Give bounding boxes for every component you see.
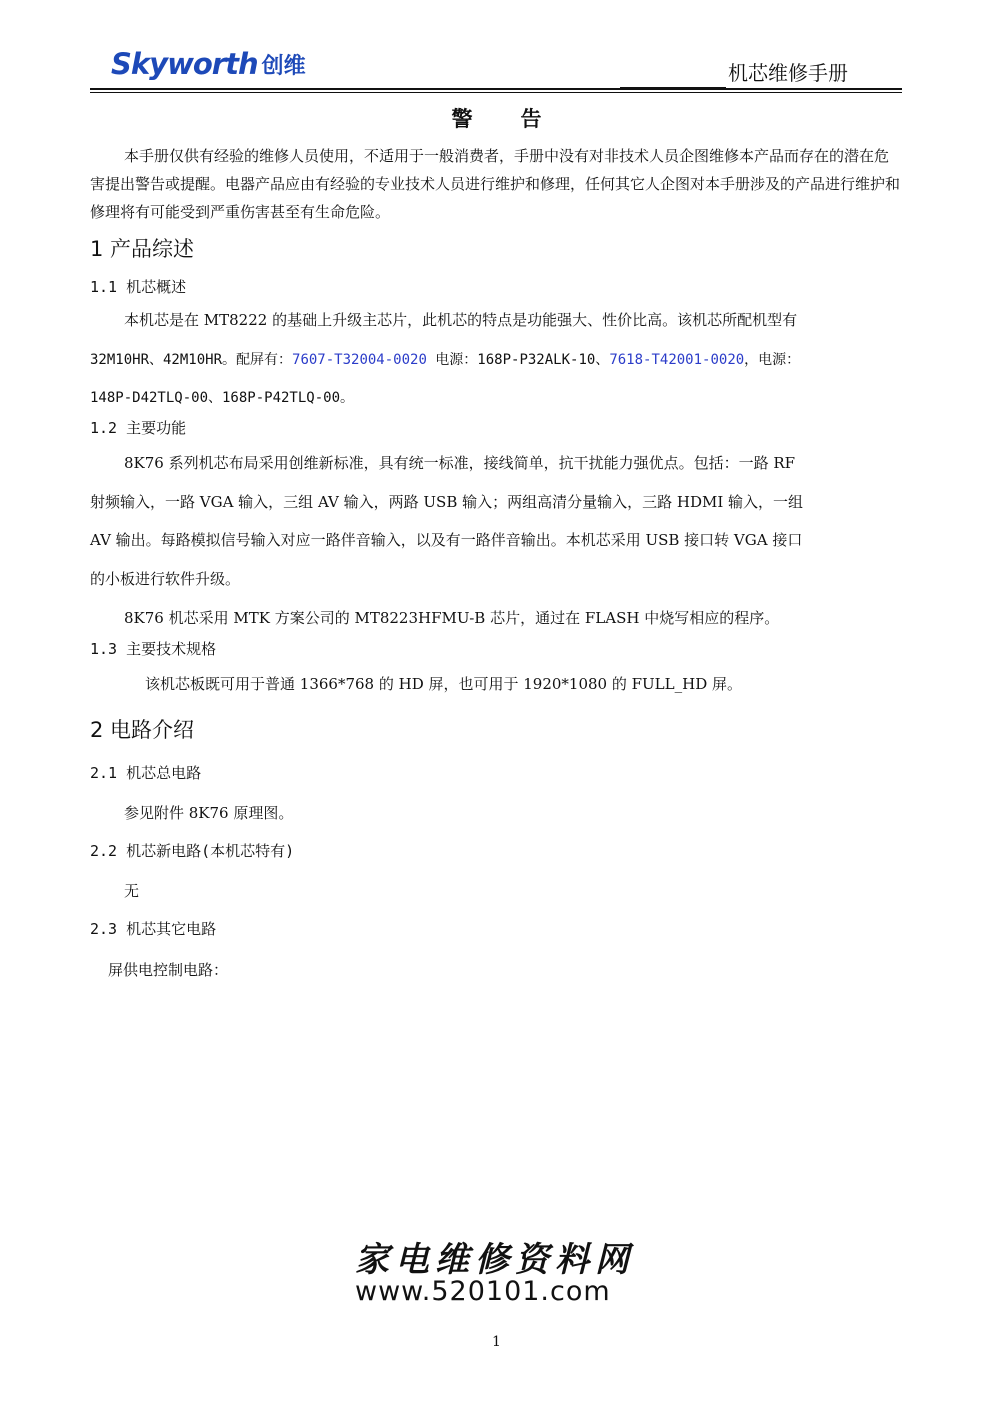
page-number: 1 bbox=[492, 1334, 501, 1350]
power-text-1: 电源：168P-P32ALK-10、 bbox=[426, 352, 610, 368]
section-1-1-heading: 1.1 机芯概述 bbox=[90, 278, 187, 296]
header-title: 机芯维修手册 bbox=[728, 61, 848, 85]
logo-wordmark: Skyworth bbox=[111, 47, 258, 81]
skyworth-logo bbox=[111, 44, 306, 84]
section-2-3-heading: 2.3 机芯其它电路 bbox=[90, 920, 217, 938]
footer-brand: 家电维修资料网 bbox=[355, 1240, 635, 1280]
section-1-2-line-1: 8K76 系列机芯布局采用创维新标准，具有统一标准，接线简单，抗干扰能力强优点。包括：一路 RF bbox=[124, 454, 796, 472]
header-rule-thin bbox=[90, 92, 902, 93]
section-1-1-line-3: 148P-D42TLQ-00、168P-P42TLQ-00。 bbox=[90, 390, 355, 406]
section-1-2-line-2: 射频输入，一路 VGA 输入，三组 AV 输入，两路 USB 输入；两组高清分量输入，三路 HDMI 输入，一组 bbox=[90, 493, 804, 511]
section-1-1-line-2 bbox=[90, 345, 902, 374]
panel-code-link-1[interactable]: 7607-T32004-0020 bbox=[292, 352, 427, 368]
footer-url: www.520101.com bbox=[355, 1276, 611, 1307]
section-1-3-heading: 1.3 主要技术规格 bbox=[90, 640, 217, 658]
header-underline-blank bbox=[620, 63, 726, 88]
header-rule-thick bbox=[90, 88, 902, 90]
models-text: 32M10HR、42M10HR。配屏有： bbox=[90, 352, 293, 368]
logo-chinese: 创维 bbox=[261, 53, 306, 79]
section-2-2-line-1: 无 bbox=[124, 882, 140, 900]
warning-text: 本手册仅供有经验的维修人员使用，不适用于一般消费者，手册中没有对非技术人员企图维修本产品而存在的潜在危害提出警告或提醒。电器产品应由有经验的专业技术人员进行维护和修理，任何其它人企图对本手册涉及的产品进行维护和修理将有可能受到严重伤害甚至有生命危险。 bbox=[90, 147, 901, 221]
section-2-2-heading: 2.2 机芯新电路(本机芯特有) bbox=[90, 842, 295, 860]
section-1-2-line-4: 的小板进行软件升级。 bbox=[90, 570, 241, 588]
power-text-2: ，电源： bbox=[744, 352, 801, 368]
panel-code-link-2[interactable]: 7618-T42001-0020 bbox=[609, 352, 745, 368]
section-1-1-line-1: 本机芯是在 MT8222 的基础上升级主芯片，此机芯的特点是功能强大、性价比高。该机芯所配机型有 bbox=[124, 311, 798, 329]
section-2-1-heading: 2.1 机芯总电路 bbox=[90, 764, 202, 782]
section-1-2-line-3: AV 输出。每路模拟信号输入对应一路伴音输入，以及有一路伴音输出。本机芯采用 USB 接口转 VGA 接口 bbox=[90, 531, 803, 549]
section-2-3-line-1: 屏供电控制电路： bbox=[108, 961, 229, 979]
warning-title: 警告 bbox=[451, 107, 590, 131]
section-2-heading: 2 电路介绍 bbox=[90, 718, 195, 742]
section-2-1-line-1: 参见附件 8K76 原理图。 bbox=[124, 804, 294, 822]
header-title-block bbox=[620, 58, 882, 88]
section-1-3-line-1: 该机芯板既可用于普通 1366*768 的 HD 屏，也可用于 1920*1080 的 FULL_HD 屏。 bbox=[145, 675, 742, 693]
section-1-2-line-5: 8K76 机芯采用 MTK 方案公司的 MT8223HFMU-B 芯片，通过在 FLASH 中烧写相应的程序。 bbox=[124, 609, 780, 627]
section-1-heading: 1 产品综述 bbox=[90, 237, 195, 261]
section-1-2-heading: 1.2 主要功能 bbox=[90, 419, 187, 437]
